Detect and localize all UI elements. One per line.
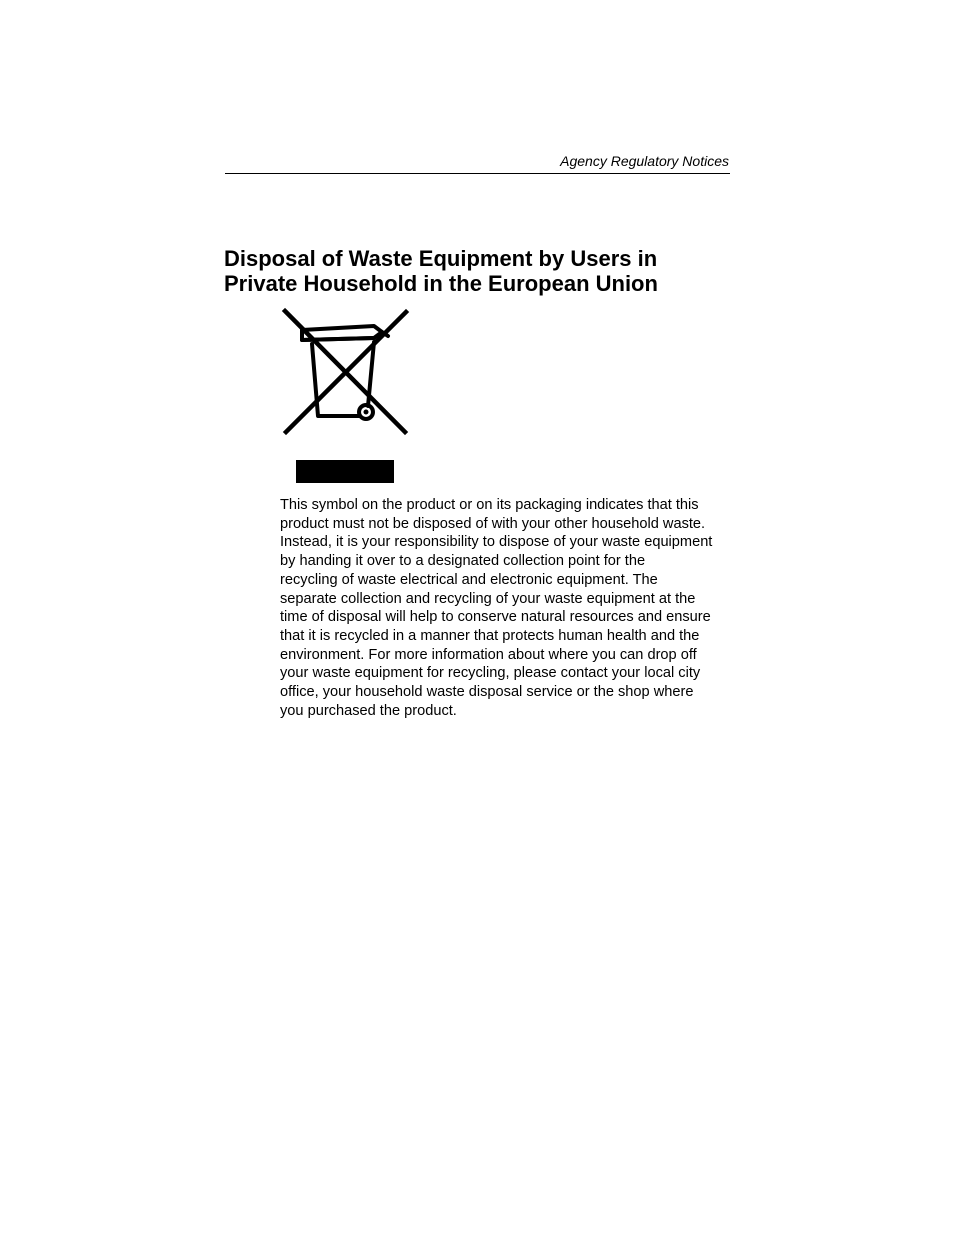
- section-title: [224, 246, 744, 296]
- body-line: office, your household waste disposal service or the shop where: [280, 684, 694, 701]
- body-line: environment. For more information about where you can drop off: [280, 646, 697, 663]
- body-line: you purchased the product.: [280, 702, 457, 719]
- body-line: separate collection and recycling of your waste equipment at the: [280, 590, 696, 607]
- body-line: time of disposal will help to conserve natural resources and ensure: [280, 609, 711, 626]
- body-line: Instead, it is your responsibility to dispose of your waste equipment: [280, 534, 713, 551]
- body-line: your waste equipment for recycling, please contact your local city: [280, 665, 701, 682]
- body-line: recycling of waste electrical and electronic equipment. The: [280, 571, 658, 588]
- header-rule: [225, 173, 730, 174]
- body-line: by handing it over to a designated collection point for the: [280, 553, 646, 570]
- crossed-out-wheelie-bin-icon: [280, 306, 412, 438]
- body-line: This symbol on the product or on its packaging indicates that this: [280, 497, 699, 513]
- body-line: product must not be disposed of with your other household waste.: [280, 515, 706, 532]
- running-header: Agency Regulatory Notices: [560, 153, 729, 169]
- weee-solid-bar: [296, 460, 394, 483]
- body-paragraph: [280, 496, 732, 720]
- body-line: that it is recycled in a manner that protects human health and the: [280, 627, 700, 644]
- section-title-line-1: Disposal of Waste Equipment by Users in: [224, 246, 658, 271]
- section-title-line-2: Private Household in the European Union: [224, 271, 658, 296]
